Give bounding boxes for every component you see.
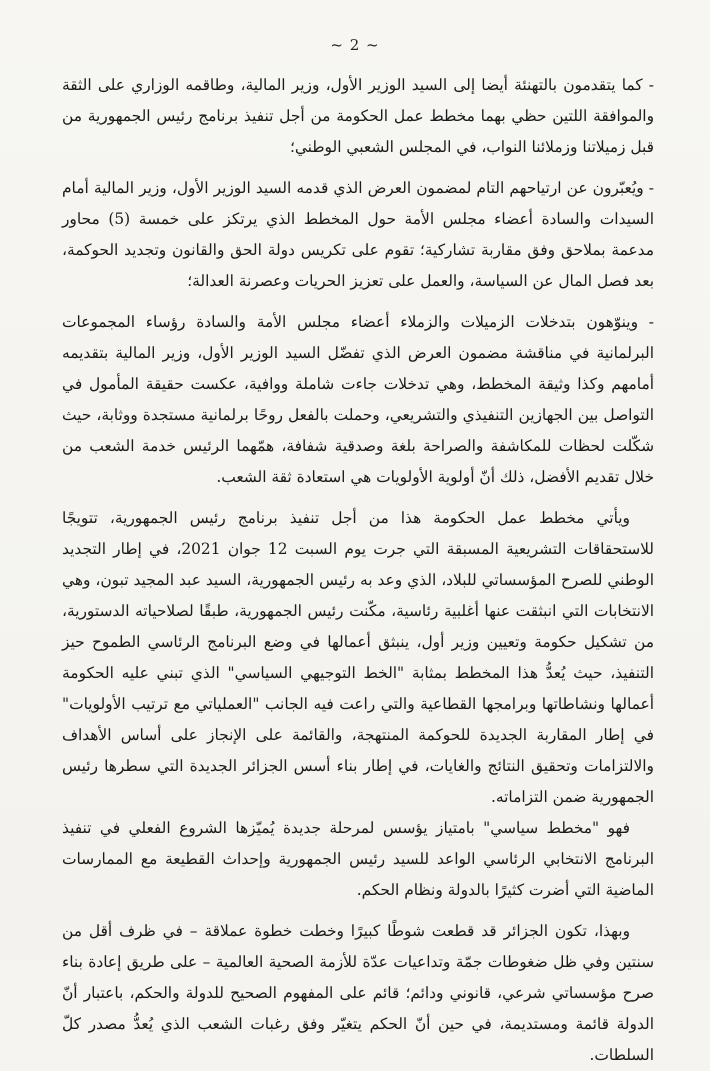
paragraph-satisfaction: - ويُعبّرون عن ارتياحهم التام لمضمون العرض الذي قدمه السيد الوزير الأول، وزير المالية أمام السيدات والسادة أعضاء مجلس الأمة حول المخطط الذي يرتكز على خمسة (5) محاور مدعمة بملاحق وفق مقاربة تشاركية؛ تقوم على تكريس دولة الحق والقانون وتجديد الحوكمة، بعد فصل المال عن السياسة، والعمل على تعزيز الحريات وعصرنة العدالة؛ [62,179,654,290]
paragraph-action-plan: ويأتي مخطط عمل الحكومة هذا من أجل تنفيذ برنامج رئيس الجمهورية، تتويجًا للاستحقاقات التشريعية المسبقة التي جرت يوم السبت 12 جوان 2021، في إطار التجديد الوطني للصرح المؤسساتي للبلاد، الذي وعد به رئيس الجمهورية، السيد عبد المجيد تبون، وهي الانتخابات التي انبثقت عنها أغلبية رئاسية، مكّنت رئيس الجمهورية، طبقًا لصلاحياته الدستورية، من تشكيل حكومة وتعيين وزير أول، ينبثق أعمالها في وضع البرنامج الرئاسي الطموح حيز التنفيذ، حيث يُعدُّ هذا المخطط بمثابة "الخط التوجيهي السياسي" الذي تبني عليه الحكومة أعمالها ونشاطاتها وبرامجها القطاعية والتي راعت فيه الجانب "العملياتي مع ترتيب الأولويات" في إطار المقاربة الجديدة للحوكمة المنتهجة، والقائمة على الإنجاز على أساس الأهداف والالتزامات وتحقيق النتائج والغايات، في إطار بناء أسس الجزائر الجديدة التي سطرها رئيس الجمهورية ضمن التزاماته. [62,509,654,806]
paragraph-commendation: - وينوّهون بتدخلات الزميلات والزملاء أعضاء مجلس الأمة والسادة رؤساء المجموعات البرلمانية في مناقشة مضمون العرض الذي تفضّل السيد الوزير الأول، وزير المالية بتقديمه أمامهم وكذا وثيقة المخطط، وهي تدخلات جاءت شاملة ووافية، عكست حقيقة المأمول في التواصل بين الجهازين التنفيذي والتشريعي، وحملت بالفعل روحًا برلمانية مستجدة ووثابة، حيث شكّلت لحظات للمكاشفة والصراحة بلغة وصدقية شفافة، همّهما الرئيس خدمة الشعب من خلال تقديم الأفضل، ذلك أنّ أولوية الأولويات هي استعادة ثقة الشعب. [62,313,654,486]
document-body [62,70,654,1071]
paragraph-congratulations: - كما يتقدمون بالتهنئة أيضا إلى السيد الوزير الأول، وزير المالية، وطاقمه الوزاري على الثقة والموافقة اللتين حظي بهما مخطط عمل الحكومة من أجل تنفيذ برنامج رئيس الجمهورية من قبل زميلاتنا وزملائنا النواب، في المجلس الشعبي الوطني؛ [62,76,654,156]
paragraph-gap [62,493,654,503]
page-number: ~ 2 ~ [330,36,380,54]
paragraph-gap [62,906,654,916]
paragraph-gap [62,297,654,307]
paragraph-gap [62,163,654,173]
paragraph-conclusion: وبهذا، تكون الجزائر قد قطعت شوطًا كبيرًا وخطت خطوة عملاقة – في ظرف أقل من سنتين وفي ظل ضغوطات جمّة وتداعيات عدّة للأزمة الصحية العالمية – على طريق إعادة بناء صرح مؤسساتي شرعي، قانوني ودائم؛ قائم على المفهوم الصحيح للدولة والحكم، باعتبار أنّ الدولة قائمة ومستديمة، في حين أنّ الحكم يتغيّر وفق رغبات الشعب الذي يُعدُّ مصدر كلّ السلطات. [62,922,654,1064]
paragraph-political-plan: فهو "مخطط سياسي" بامتياز يؤسس لمرحلة جديدة يُميّزها الشروع الفعلي في تنفيذ البرنامج الانتخابي الرئاسي الواعد للسيد رئيس الجمهورية وإحداث القطيعة مع الممارسات الماضية التي أضرت كثيرًا بالدولة ونظام الحكم. [62,819,654,899]
